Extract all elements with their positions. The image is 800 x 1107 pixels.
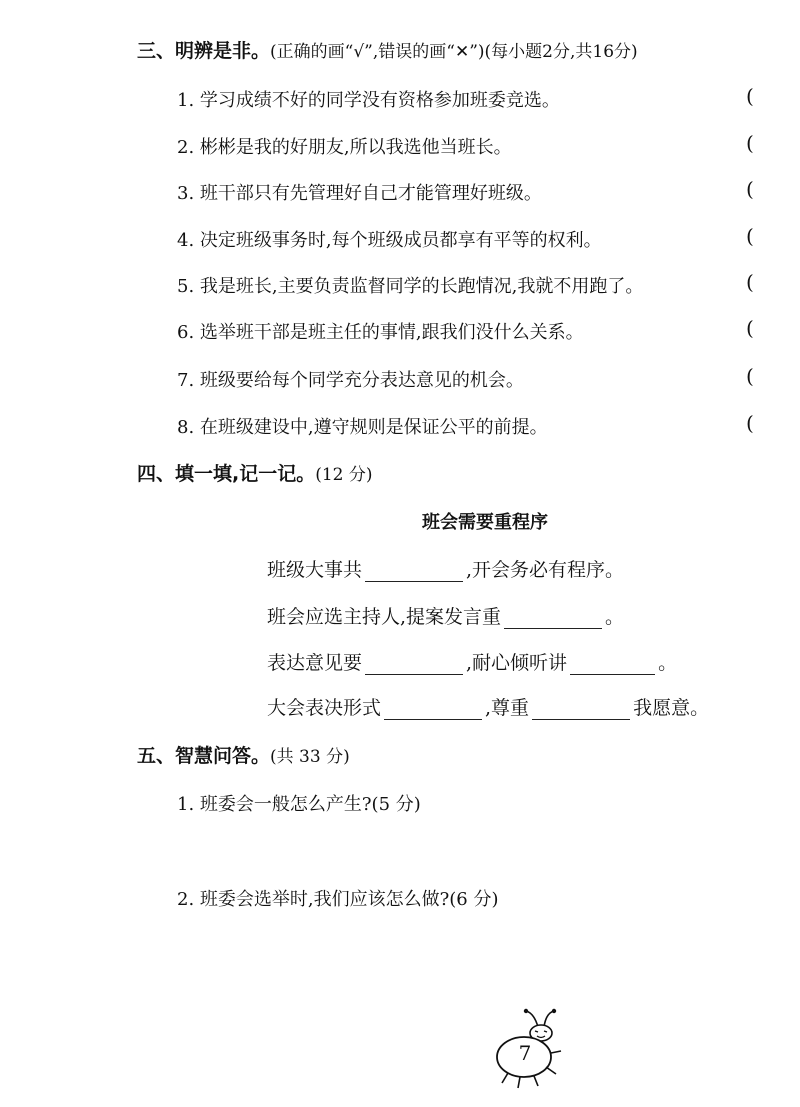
poem-line-1-part-1: 班级大事共 — [267, 559, 363, 581]
answer-paren-3[interactable]: ( — [746, 177, 754, 201]
poem-line-1 — [267, 555, 624, 582]
fill-blank-5[interactable] — [384, 701, 482, 720]
section4-points: (12 分) — [315, 465, 373, 485]
poem-line-4 — [267, 693, 709, 720]
poem-line-2-part-1: 班会应选主持人,提案发言重 — [267, 606, 502, 628]
fill-blank-3[interactable] — [365, 656, 463, 675]
question-2: 2. 班委会选举时,我们应该怎么做?(6 分) — [177, 889, 499, 910]
section3-instruction: (正确的画“√”,错误的画“✕”)(每小题2分,共16分) — [270, 42, 638, 62]
section5-title: 五、智慧问答。 — [137, 745, 271, 767]
judgement-item-4: 4. 决定班级事务时,每个班级成员都享有平等的权利。 — [177, 230, 602, 251]
answer-paren-8[interactable]: ( — [746, 411, 754, 435]
judgement-item-6: 6. 选举班干部是班主任的事情,跟我们没什么关系。 — [177, 322, 584, 343]
page-number-mascot — [480, 1005, 590, 1095]
poem-line-4-part-2: ,尊重 — [485, 697, 530, 719]
section3-heading — [137, 36, 638, 63]
judgement-item-3: 3. 班干部只有先管理好自己才能管理好班级。 — [177, 183, 542, 204]
page-number: 7 — [518, 1041, 532, 1065]
poem-line-4-part-3: 我愿意。 — [633, 697, 710, 719]
answer-paren-1[interactable]: ( — [746, 84, 754, 108]
poem-title: 班会需要重程序 — [422, 512, 548, 533]
judgement-item-7: 7. 班级要给每个同学充分表达意见的机会。 — [177, 370, 524, 391]
fill-blank-2[interactable] — [504, 610, 602, 629]
poem-line-3-part-3: 。 — [658, 652, 678, 674]
answer-paren-5[interactable]: ( — [746, 270, 754, 294]
section3-title: 三、明辨是非。 — [137, 40, 271, 62]
poem-line-3-part-2: ,耐心倾听讲 — [466, 652, 568, 674]
poem-line-4-part-1: 大会表决形式 — [267, 697, 382, 719]
fill-blank-6[interactable] — [532, 701, 630, 720]
question-1: 1. 班委会一般怎么产生?(5 分) — [177, 794, 421, 815]
poem-line-3-part-1: 表达意见要 — [267, 652, 363, 674]
section5-points: (共 33 分) — [270, 747, 350, 767]
section4-heading — [137, 459, 373, 486]
section4-title: 四、填一填,记一记。 — [137, 463, 316, 485]
answer-paren-6[interactable]: ( — [746, 316, 754, 340]
judgement-item-8: 8. 在班级建设中,遵守规则是保证公平的前提。 — [177, 417, 548, 438]
poem-line-2 — [267, 602, 624, 629]
answer-paren-4[interactable]: ( — [746, 224, 754, 248]
judgement-item-1: 1. 学习成绩不好的同学没有资格参加班委竞选。 — [177, 90, 560, 111]
section5-heading — [137, 741, 350, 768]
answer-paren-2[interactable]: ( — [746, 131, 754, 155]
judgement-item-5: 5. 我是班长,主要负责监督同学的长跑情况,我就不用跑了。 — [177, 276, 644, 297]
judgement-item-2: 2. 彬彬是我的好朋友,所以我选他当班长。 — [177, 137, 512, 158]
answer-paren-7[interactable]: ( — [746, 364, 754, 388]
fill-blank-1[interactable] — [365, 563, 463, 582]
poem-line-1-part-2: ,开会务必有程序。 — [466, 559, 625, 581]
fill-blank-4[interactable] — [570, 656, 655, 675]
poem-line-3 — [267, 648, 677, 675]
poem-line-2-part-2: 。 — [605, 606, 625, 628]
